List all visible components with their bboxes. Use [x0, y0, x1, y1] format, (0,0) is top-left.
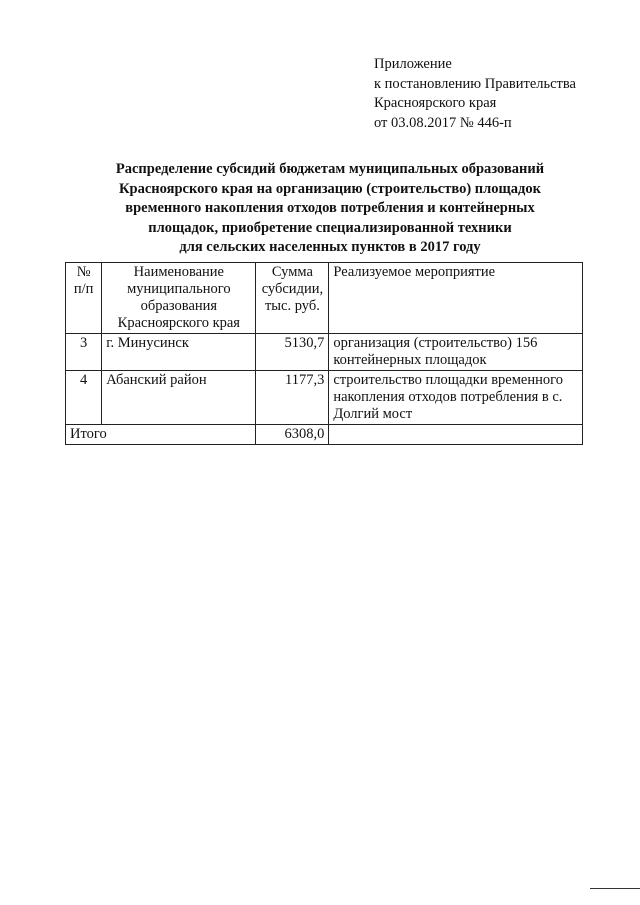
row-name: г. Минусинск: [102, 334, 256, 371]
row-sum: 1177,3: [256, 371, 329, 425]
appendix-block: [374, 55, 576, 133]
title-line: для сельских населенных пунктов в 2017 году: [179, 239, 481, 255]
document-title: [60, 160, 600, 258]
row-num: 3: [66, 334, 102, 371]
total-sum: 6308,0: [256, 425, 329, 445]
total-label: Итого: [66, 425, 256, 445]
total-activity-empty: [329, 425, 583, 445]
header-activity: Реализуемое мероприятие: [329, 263, 583, 334]
header-sum: Сумма субсидии, тыс. руб.: [256, 263, 329, 334]
appendix-line: Красноярского края: [374, 95, 497, 111]
title-line: Распределение субсидий бюджетам муниципальных образований: [115, 161, 545, 177]
table-row: [66, 371, 583, 425]
header-name: Наименование муниципального образования Красноярского края: [102, 263, 256, 334]
subsidy-table: [65, 262, 583, 445]
appendix-line: к постановлению Правительства: [374, 75, 576, 92]
header-num: № п/п: [66, 263, 102, 334]
title-line: Красноярского края на организацию (строительство) площадок: [119, 180, 541, 197]
scan-edge-line: [590, 888, 640, 889]
title-line: временного накопления отходов потребления и контейнерных: [125, 200, 535, 216]
title-line: площадок, приобретение специализированной техники: [148, 219, 512, 236]
total-row: [66, 425, 583, 445]
row-activity: строительство площадки временного накопления отходов потребления в с. Долгий мост: [329, 371, 583, 425]
appendix-line: от 03.08.2017 № 446-п: [374, 114, 512, 131]
row-sum: 5130,7: [256, 334, 329, 371]
row-activity: организация (строительство) 156 контейнерных площадок: [329, 334, 583, 371]
appendix-line: Приложение: [374, 56, 452, 72]
row-name: Абанский район: [102, 371, 256, 425]
row-num: 4: [66, 371, 102, 425]
table-header-row: [66, 263, 583, 334]
table-row: [66, 334, 583, 371]
